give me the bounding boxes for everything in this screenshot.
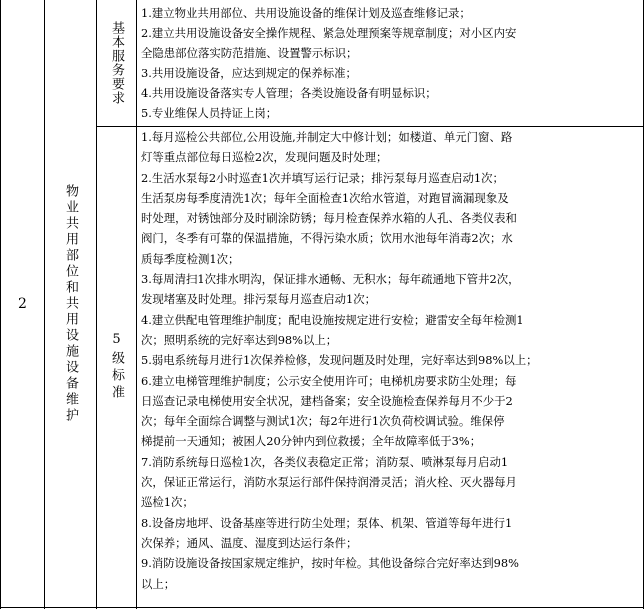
list-item: 2.生活水泵每2小时巡查1次并填写运行记录；排污泵每月巡查启动1次； (141, 170, 504, 185)
list-item: 灯等重点部位每日巡检2次，发现问题及时处理； (141, 150, 388, 165)
list-item: 3.每周清扫1次排水明沟，保证排水通畅、无积水；每年疏通地下管井2次， (141, 272, 520, 287)
basic-service-content (141, 3, 641, 125)
list-item: 阀门，冬季有可靠的保温措施，不得污染水质；饮用水池每年消毒2次；水 (141, 231, 513, 246)
row-number-text: 2 (18, 295, 27, 312)
table-border-bottom (0, 607, 644, 608)
list-item: 1.每月巡检公共部位,公用设施,并制定大中修计划；如楼道、单元门窗、路 (141, 130, 513, 144)
list-item: 质每季度检测1次； (141, 251, 240, 266)
category-cell (45, 0, 96, 607)
list-item: 以上； (141, 576, 176, 591)
list-item: 发现堵塞及时处理。排污泵每月巡查启动1次； (141, 292, 377, 307)
list-item: 生活泵房每季度清洗1次；每年全面检查1次给水管道，对跑冒滴漏现象及 (141, 190, 509, 205)
list-item: 次保养；通风、温度、湿度到达运行条件； (141, 535, 358, 550)
list-item: 梯提前一天通知；被困人20分钟内到位救援；全年故障率低于3%； (141, 434, 482, 449)
list-item: 次；每年全面综合调整与测试1次；每2年进行1次负荷校调试验。维保停 (141, 414, 505, 429)
list-item: 1.建立物业共用部位、共用设施设备的维保计划及巡查维修记录； (141, 6, 471, 20)
list-item: 9.消防设施设备按国家规定维护，按时年检。其他设备综合完好率达到98% (141, 556, 519, 571)
list-item: 4.建立供配电管理维护制度；配电设施按规定进行安检；避雷安全每年检测1 (141, 312, 524, 327)
level-5-content (141, 127, 641, 607)
list-item: 日巡查记录电梯使用安全状况，建档备案；安全设施检查保养每月不少于2 (141, 393, 513, 408)
list-item: 5.弱电系统每月进行1次保养检修，发现问题及时处理，完好率达到98%以上； (141, 353, 538, 368)
category-label: 物业共用部位和共用设施设备维护 (63, 183, 78, 424)
list-item: 4.共用设施设备落实专人管理；各类设施设备有明显标识； (141, 86, 437, 100)
list-item: 巡检1次； (141, 495, 194, 510)
row-number (1, 0, 44, 607)
list-item: 次，保证正常运行，消防水泵运行部件保持润滑灵活；消火栓、灭火器每月 (141, 475, 517, 490)
basic-service-label: 基本服务要求 (109, 21, 124, 105)
level-5-label-cell (97, 127, 136, 607)
list-item: 6.建立电梯管理维护制度；公示安全使用许可；电梯机房要求防尘处理；每 (141, 373, 517, 388)
column-divider-3 (136, 0, 137, 609)
list-item: 5.专业维保人员持证上岗； (141, 106, 278, 120)
list-item: 3.共用设施设备，应达到规定的保养标准； (141, 66, 357, 80)
list-item: 时处理，对锈蚀部分及时刷涂防锈；每月检查保养水箱的人孔、各类仪表和 (141, 211, 517, 226)
list-item: 全隐患部位落实防范措施、设置警示标识； (141, 46, 358, 60)
level-5-label: 5级标准 (109, 332, 124, 402)
basic-service-label-cell (97, 0, 136, 126)
list-item: 8.设备房地坪、设备基座等进行防尘处理；泵体、机架、管道等每年进行1 (141, 515, 513, 530)
list-item: 次；照明系统的完好率达到98%以上； (141, 332, 338, 347)
list-item: 2.建立共用设施设备安全操作规程、紧急处理预案等规章制度；对小区内安 (141, 26, 517, 40)
list-item: 7.消防系统每日巡检1次，各类仪表稳定正常；消防泵、喷淋泵每月启动1 (141, 454, 509, 469)
